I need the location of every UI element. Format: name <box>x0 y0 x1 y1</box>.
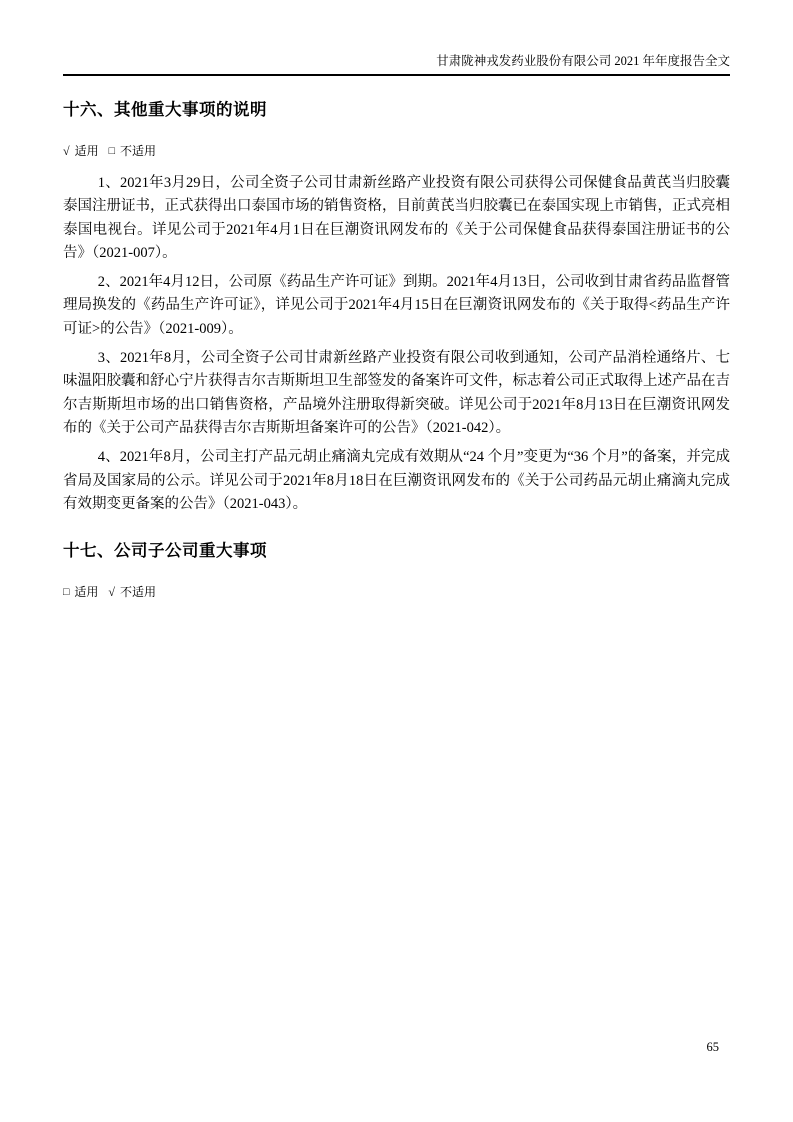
section-16-paragraphs <box>63 172 730 516</box>
check-icon: √ <box>108 585 115 600</box>
paragraph: 3、2021年8月，公司全资子公司甘肃新丝路产业投资有限公司收到通知，公司产品消栓通络片、七味温阳胶囊和舒心宁片获得吉尔吉斯斯坦卫生部签发的备案许可文件，标志着公司正式取得上述产品在吉尔吉斯斯坦市场的出口销售资格，产品境外注册取得新突破。详见公司于2021年8月13日在巨潮资讯网发布的《关于公司产品获得吉尔吉斯斯坦备案许可的公告》（2021-042）。 <box>63 350 730 436</box>
paragraph: 1、2021年3月29日，公司全资子公司甘肃新丝路产业投资有限公司获得公司保健食品黄芪当归胶囊泰国注册证书，正式获得出口泰国市场的销售资格，目前黄芪当归胶囊已在泰国实现上市销售，正式亮相泰国电视台。详见公司于2021年4月1日在巨潮资讯网发布的《关于公司保健食品获得泰国注册证书的公告》（2021-007）。 <box>63 175 730 261</box>
section-17-heading: 十七、公司子公司重大事项 <box>63 541 267 561</box>
not-applicable-label: 不适用 <box>119 144 156 158</box>
applicable-label: 适用 <box>74 144 99 158</box>
page-header <box>63 0 730 76</box>
section-16-applicability-line <box>63 144 730 160</box>
page-number: 65 <box>706 1040 719 1054</box>
applicable-label: 适用 <box>74 585 99 600</box>
checkbox-unchecked-icon: □ <box>108 146 115 157</box>
paragraph: 4、2021年8月，公司主打产品元胡止痛滴丸完成有效期从“24 个月”变更为“36 个月”的备案，并完成省局及国家局的公示。详见公司于2021年8月18日在巨潮资讯网发布的《关于公司药品元胡止痛滴丸完成有效期变更备案的公告》（2021-043）。 <box>63 449 730 512</box>
check-icon: √ <box>63 144 70 158</box>
paragraph: 2、2021年4月12日，公司原《药品生产许可证》到期。2021年4月13日，公司收到甘肃省药品监督管理局换发的《药品生产许可证》，详见公司于2021年4月15日在巨潮资讯网发布的《关于取得<药品生产许可证>的公告》（2021-009）。 <box>63 274 730 337</box>
page-content <box>63 75 730 601</box>
section-17-applicability-line <box>63 585 730 601</box>
section-16-heading: 十六、其他重大事项的说明 <box>63 100 267 119</box>
not-applicable-label: 不适用 <box>119 585 156 600</box>
checkbox-unchecked-icon: □ <box>63 587 70 599</box>
page-header-title: 甘肃陇神戎发药业股份有限公司 2021 年年度报告全文 <box>436 54 730 68</box>
